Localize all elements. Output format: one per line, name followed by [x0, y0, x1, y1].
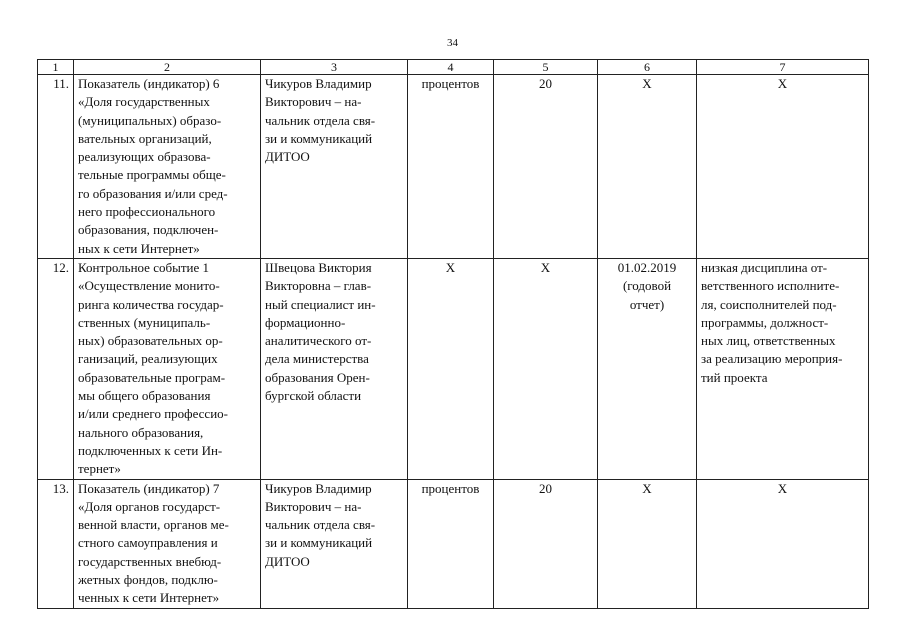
header-cell: 3	[261, 60, 408, 75]
unit: процентов	[408, 479, 494, 608]
unit: процентов	[408, 75, 494, 259]
value: 20	[494, 75, 598, 259]
risk: X	[697, 479, 869, 608]
header-cell: 5	[494, 60, 598, 75]
value: X	[494, 258, 598, 479]
risk: X	[697, 75, 869, 259]
header-cell: 2	[74, 60, 261, 75]
risk: низкая дисциплина от- ветственного исполните- ля, соисполнителей под- программы, должност- ных лиц, ответственных за реализацию мероприя- тий проекта	[697, 258, 869, 479]
indicator-name: Показатель (индикатор) 6 «Доля государственных (муниципальных) образо- вательных организаций, реализующих образова- тельные программы обще- го образования и/или сред- него профессионального образования, подключен- ных к сети Интернет»	[74, 75, 261, 259]
responsible-person: Швецова Виктория Викторовна – глав- ный специалист ин- формационно- аналитического от- дела министерства образования Орен- бургской области	[261, 258, 408, 479]
date: X	[598, 75, 697, 259]
indicator-name: Контрольное событие 1 «Осуществление монито- ринга количества государ- ственных (муниципаль- ных) образовательных ор- ганизаций, реализующих образовательные програм- мы общего образования и/или среднего профессио- нального образования, подключенных к сети Ин- тернет»	[74, 258, 261, 479]
table-row	[38, 258, 869, 479]
date: X	[598, 479, 697, 608]
date: 01.02.2019 (годовой отчет)	[598, 258, 697, 479]
table-row	[38, 75, 869, 259]
header-cell: 6	[598, 60, 697, 75]
unit: X	[408, 258, 494, 479]
header-cell: 1	[38, 60, 74, 75]
plan-table	[37, 59, 869, 609]
row-number: 11.	[38, 75, 74, 259]
header-cell: 4	[408, 60, 494, 75]
table-row	[38, 479, 869, 608]
header-row	[38, 60, 869, 75]
responsible-person: Чикуров Владимир Викторович – на- чальник отдела свя- зи и коммуникаций ДИТОО	[261, 75, 408, 259]
page-number: 34	[447, 37, 458, 49]
row-number: 13.	[38, 479, 74, 608]
value: 20	[494, 479, 598, 608]
header-cell: 7	[697, 60, 869, 75]
indicator-name: Показатель (индикатор) 7 «Доля органов государст- венной власти, органов ме- стного самоуправления и государственных внебюд- жетных фондов, подклю- ченных к сети Интернет»	[74, 479, 261, 608]
row-number: 12.	[38, 258, 74, 479]
responsible-person: Чикуров Владимир Викторович – на- чальник отдела свя- зи и коммуникаций ДИТОО	[261, 479, 408, 608]
